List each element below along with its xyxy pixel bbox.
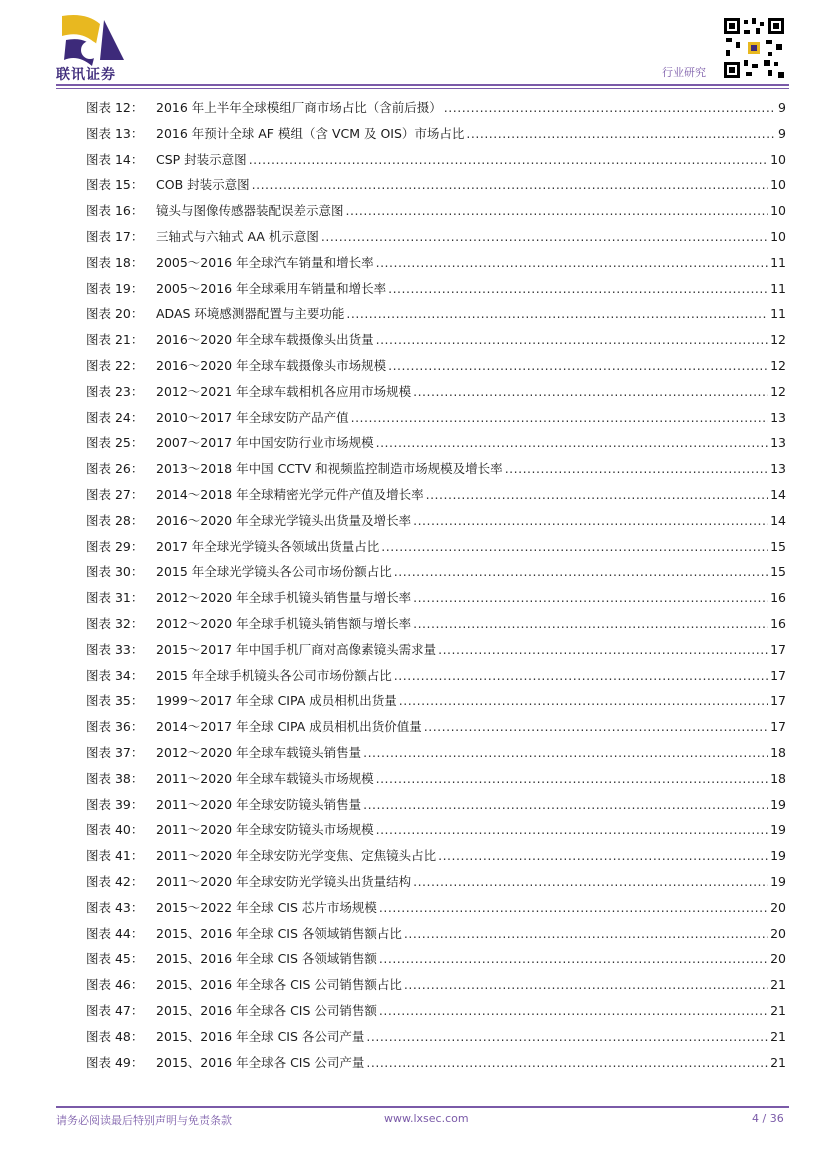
- toc-leader-dots: [366, 1029, 768, 1045]
- toc-entry-title: 2011～2020 年全球安防光学变焦、定焦镜头占比: [156, 848, 437, 864]
- toc-entry-title: 2012～2020 年全球车载镜头销售量: [156, 745, 362, 760]
- toc-entry-title: 2015、2016 年全球 CIS 各领域销售额占比: [156, 925, 402, 941]
- toc-entry-label: 图表 29：: [86, 538, 144, 554]
- toc-leader-dots: [399, 693, 768, 709]
- toc-entry-label: 图表 33：: [86, 641, 144, 657]
- toc-entry-page: 13: [770, 461, 786, 477]
- toc-entry-title: 三轴式与六轴式 AA 机示意图: [156, 229, 319, 244]
- toc-entry[interactable]: [86, 173, 786, 193]
- toc-leader-dots: [379, 900, 768, 916]
- toc-entry[interactable]: [86, 844, 786, 864]
- toc-entry-page: 11: [770, 254, 786, 270]
- toc-entry-label: 图表 39：: [86, 796, 144, 812]
- toc-entry-page: 18: [770, 745, 786, 760]
- toc-leader-dots: [379, 951, 768, 967]
- toc-entry-label: 图表 47：: [86, 1003, 144, 1018]
- toc-entry[interactable]: [86, 664, 786, 684]
- toc-entry-page: 17: [770, 693, 786, 709]
- toc-entry-title: 2015、2016 年全球各 CIS 公司销售额占比: [156, 977, 402, 993]
- toc-entry-page: 19: [770, 874, 786, 889]
- toc-entry-label: 图表 22：: [86, 358, 144, 373]
- toc-entry-label: 图表 41：: [86, 848, 144, 864]
- toc-entry-label: 图表 17：: [86, 229, 144, 244]
- toc-entry[interactable]: [86, 535, 786, 555]
- toc-entry-label: 图表 37：: [86, 745, 144, 760]
- toc-entry-page: 18: [770, 770, 786, 786]
- toc-entry-label: 图表 44：: [86, 925, 144, 941]
- toc-entry-page: 15: [770, 538, 786, 554]
- toc-entry-label: 图表 20：: [86, 306, 144, 322]
- toc-leader-dots: [388, 281, 768, 297]
- toc-entry-title: 2005～2016 年全球汽车销量和增长率: [156, 254, 374, 270]
- toc-leader-dots: [363, 797, 768, 813]
- toc-entry-label: 图表 15：: [86, 177, 144, 193]
- toc-entry-page: 10: [770, 177, 786, 193]
- toc-entry-title: CSP 封装示意图: [156, 151, 247, 167]
- toc-entry-page: 16: [770, 616, 786, 631]
- toc-entry[interactable]: [86, 793, 786, 813]
- toc-entry[interactable]: [86, 999, 786, 1019]
- toc-leader-dots: [321, 229, 768, 245]
- toc-leader-dots: [376, 255, 768, 271]
- toc-entry[interactable]: [86, 638, 786, 658]
- toc-entry-page: 15: [770, 564, 786, 580]
- footer-disclaimer: 请务必阅读最后特别声明与免责条款: [56, 1114, 232, 1127]
- toc-entry-page: 9: [778, 125, 786, 141]
- toc-entry[interactable]: [86, 870, 786, 890]
- toc-entry-label: 图表 35：: [86, 693, 144, 709]
- toc-entry[interactable]: [86, 96, 786, 116]
- toc-leader-dots: [438, 642, 768, 658]
- toc-leader-dots: [379, 1003, 768, 1019]
- toc-entry-label: 图表 12：: [86, 100, 144, 115]
- toc-leader-dots: [426, 487, 768, 503]
- toc-entry-title: 2005～2016 年全球乘用车销量和增长率: [156, 280, 387, 296]
- toc-entry[interactable]: [86, 122, 786, 142]
- toc-leader-dots: [413, 874, 768, 890]
- toc-entry-title: 2016～2020 年全球车载摄像头市场规模: [156, 358, 387, 373]
- toc-entry-page: 19: [770, 848, 786, 864]
- toc-entry-label: 图表 18：: [86, 254, 144, 270]
- toc-entry-title: 2014～2017 年全球 CIPA 成员相机出货价值量: [156, 719, 422, 735]
- toc-entry-label: 图表 23：: [86, 383, 144, 399]
- toc-entry-page: 20: [770, 951, 786, 967]
- toc-entry-label: 图表 43：: [86, 899, 144, 915]
- toc-entry-label: 图表 40：: [86, 822, 144, 838]
- toc-entry-title: 2016～2020 年全球光学镜头出货量及增长率: [156, 512, 412, 528]
- toc-entry-page: 17: [770, 667, 786, 683]
- toc-entry[interactable]: [86, 199, 786, 219]
- toc-entry[interactable]: [86, 1051, 786, 1071]
- toc-leader-dots: [249, 152, 768, 168]
- toc-entry-title: 2017 年全球光学镜头各领域出货量占比: [156, 538, 380, 554]
- toc-entry-page: 19: [770, 822, 786, 838]
- toc-leader-dots: [366, 1055, 768, 1071]
- toc-entry-label: 图表 48：: [86, 1028, 144, 1044]
- toc-entry[interactable]: [86, 973, 786, 993]
- toc-leader-dots: [346, 306, 768, 322]
- toc-entry-page: 13: [770, 435, 786, 451]
- toc-entry-title: 2015～2022 年全球 CIS 芯片市场规模: [156, 899, 377, 915]
- toc-entry-title: 2015、2016 年全球各 CIS 公司销售额: [156, 1003, 377, 1018]
- toc-entry[interactable]: [86, 483, 786, 503]
- toc-entry-title: 2015 年全球光学镜头各公司市场份额占比: [156, 564, 392, 580]
- toc-entry-label: 图表 32：: [86, 616, 144, 631]
- toc-entry-page: 21: [770, 1003, 786, 1018]
- toc-entry-title: 2015、2016 年全球 CIS 各公司产量: [156, 1028, 365, 1044]
- toc-entry[interactable]: [86, 277, 786, 297]
- toc-entry-title: 2011～2020 年全球安防镜头市场规模: [156, 822, 374, 838]
- toc-entry-title: 2014～2018 年全球精密光学元件产值及增长率: [156, 487, 424, 502]
- toc-entry-title: 1999～2017 年全球 CIPA 成员相机出货量: [156, 693, 397, 709]
- toc-leader-dots: [424, 719, 768, 735]
- toc-entry[interactable]: [86, 302, 786, 322]
- toc-leader-dots: [404, 977, 768, 993]
- toc-entry-label: 图表 13：: [86, 125, 144, 141]
- toc-entry-page: 12: [770, 332, 786, 348]
- toc-entry-title: COB 封装示意图: [156, 177, 250, 193]
- toc-entry-label: 图表 25：: [86, 435, 144, 451]
- toc-leader-dots: [404, 926, 768, 942]
- toc-entry-title: 2016 年预计全球 AF 模组（含 VCM 及 OIS）市场占比: [156, 125, 465, 141]
- toc-entry-page: 11: [770, 280, 786, 296]
- toc-entry-title: 2016～2020 年全球车载摄像头出货量: [156, 332, 374, 348]
- footer-website[interactable]: www.lxsec.com: [384, 1112, 469, 1125]
- toc-entry[interactable]: [86, 457, 786, 477]
- toc-entry-label: 图表 36：: [86, 719, 144, 735]
- toc-leader-dots: [413, 513, 768, 529]
- toc-entry-label: 图表 42：: [86, 874, 144, 889]
- toc-entry-label: 图表 46：: [86, 977, 144, 993]
- toc-entry-label: 图表 21：: [86, 332, 144, 348]
- toc-entry-label: 图表 14：: [86, 151, 144, 167]
- toc-entry-label: 图表 24：: [86, 409, 144, 425]
- toc-entry[interactable]: [86, 225, 786, 245]
- toc-entry-title: 2016 年上半年全球模组厂商市场占比（含前后摄）: [156, 100, 442, 115]
- toc-entry-page: 10: [770, 203, 786, 219]
- toc-entry-page: 12: [770, 358, 786, 373]
- toc-entry-page: 9: [778, 100, 786, 115]
- footer-divider: [56, 1106, 789, 1108]
- toc-entry-page: 21: [770, 1028, 786, 1044]
- toc-entry-page: 17: [770, 641, 786, 657]
- footer-page-number: 4 / 36: [752, 1112, 784, 1125]
- toc-entry-title: 镜头与图像传感器装配误差示意图: [156, 203, 344, 219]
- toc-entry[interactable]: [86, 896, 786, 916]
- toc-leader-dots: [413, 616, 768, 632]
- toc-entry-label: 图表 26：: [86, 461, 144, 477]
- toc-entry[interactable]: [86, 354, 786, 374]
- toc-entry[interactable]: [86, 741, 786, 761]
- toc-entry[interactable]: [86, 406, 786, 426]
- toc-entry-title: 2015～2017 年中国手机厂商对高像素镜头需求量: [156, 641, 437, 657]
- toc-entry[interactable]: [86, 922, 786, 942]
- toc-leader-dots: [376, 435, 768, 451]
- toc-entry-page: 14: [770, 512, 786, 528]
- toc-entry[interactable]: [86, 612, 786, 632]
- toc-entry-page: 10: [770, 229, 786, 244]
- toc-entry-page: 12: [770, 383, 786, 399]
- toc-leader-dots: [388, 358, 768, 374]
- toc-entry-title: 2012～2020 年全球手机镜头销售额与增长率: [156, 616, 412, 631]
- toc-entry-page: 14: [770, 487, 786, 502]
- toc-leader-dots: [376, 822, 768, 838]
- toc-entry-page: 20: [770, 899, 786, 915]
- toc-entry[interactable]: [86, 1025, 786, 1045]
- toc-entry-title: 2015 年全球手机镜头各公司市场份额占比: [156, 667, 392, 683]
- toc-entry-title: 2013～2018 年中国 CCTV 和视频监控制造市场规模及增长率: [156, 461, 503, 477]
- page-header: [0, 0, 827, 90]
- toc-entry-title: 2011～2020 年全球安防镜头销售量: [156, 796, 362, 812]
- toc-entry-label: 图表 34：: [86, 667, 144, 683]
- toc-leader-dots: [444, 100, 776, 116]
- header-divider-thin: [56, 88, 789, 89]
- toc-entry-title: 2015、2016 年全球各 CIS 公司产量: [156, 1054, 365, 1070]
- toc-entry[interactable]: [86, 251, 786, 271]
- toc-entry-title: 2011～2020 年全球安防光学镜头出货量结构: [156, 874, 412, 889]
- toc-entry[interactable]: [86, 715, 786, 735]
- toc-entry-title: 2011～2020 年全球车载镜头市场规模: [156, 770, 374, 786]
- toc-entry-page: 19: [770, 796, 786, 812]
- toc-entry-title: 2007～2017 年中国安防行业市场规模: [156, 435, 374, 451]
- section-label: 行业研究: [662, 66, 706, 79]
- toc-entry-label: 图表 27：: [86, 487, 144, 502]
- toc-entry[interactable]: [86, 509, 786, 529]
- toc-leader-dots: [363, 745, 768, 761]
- toc-entry-page: 11: [770, 306, 786, 322]
- toc-leader-dots: [466, 126, 776, 142]
- toc-entry[interactable]: [86, 148, 786, 168]
- toc-leader-dots: [381, 539, 768, 555]
- toc-entry-label: 图表 19：: [86, 280, 144, 296]
- toc-entry-label: 图表 45：: [86, 951, 144, 967]
- toc-leader-dots: [376, 332, 768, 348]
- toc-entry-title: 2012～2021 年全球车载相机各应用市场规模: [156, 383, 412, 399]
- toc-entry-label: 图表 28：: [86, 512, 144, 528]
- toc-entry-page: 20: [770, 925, 786, 941]
- toc-entry[interactable]: [86, 767, 786, 787]
- toc-leader-dots: [413, 384, 768, 400]
- toc-entry-label: 图表 30：: [86, 564, 144, 580]
- toc-entry-page: 17: [770, 719, 786, 735]
- toc-leader-dots: [394, 564, 768, 580]
- toc-entry-page: 10: [770, 151, 786, 167]
- logo-text: 联讯证券: [56, 67, 116, 83]
- qr-code: [722, 16, 786, 80]
- toc-entry-page: 21: [770, 1054, 786, 1070]
- toc-leader-dots: [394, 668, 768, 684]
- toc-entry-page: 21: [770, 977, 786, 993]
- toc-leader-dots: [346, 203, 769, 219]
- header-divider: [56, 84, 789, 86]
- toc-leader-dots: [252, 177, 768, 193]
- toc-entry[interactable]: [86, 947, 786, 967]
- toc-entry-label: 图表 16：: [86, 203, 144, 219]
- toc-entry[interactable]: [86, 380, 786, 400]
- toc-entry-label: 图表 38：: [86, 770, 144, 786]
- toc-leader-dots: [413, 590, 768, 606]
- toc-entry-page: 16: [770, 590, 786, 606]
- toc-entry[interactable]: [86, 328, 786, 348]
- toc-leader-dots: [438, 848, 768, 864]
- toc-entry-label: 图表 49：: [86, 1054, 144, 1070]
- toc-leader-dots: [505, 461, 768, 477]
- toc-entry[interactable]: [86, 560, 786, 580]
- toc-entry[interactable]: [86, 818, 786, 838]
- toc-entry-title: 2015、2016 年全球 CIS 各领域销售额: [156, 951, 377, 967]
- toc-entry[interactable]: [86, 586, 786, 606]
- toc-entry[interactable]: [86, 689, 786, 709]
- toc-leader-dots: [351, 410, 768, 426]
- toc-entry-title: 2012～2020 年全球手机镜头销售量与增长率: [156, 590, 412, 606]
- toc-entry-label: 图表 31：: [86, 590, 144, 606]
- toc-entry-title: ADAS 环境感测器配置与主要功能: [156, 306, 345, 322]
- toc-leader-dots: [376, 771, 768, 787]
- toc-entry-page: 13: [770, 409, 786, 425]
- toc-entry-title: 2010～2017 年全球安防产品产值: [156, 409, 349, 425]
- toc-entry[interactable]: [86, 431, 786, 451]
